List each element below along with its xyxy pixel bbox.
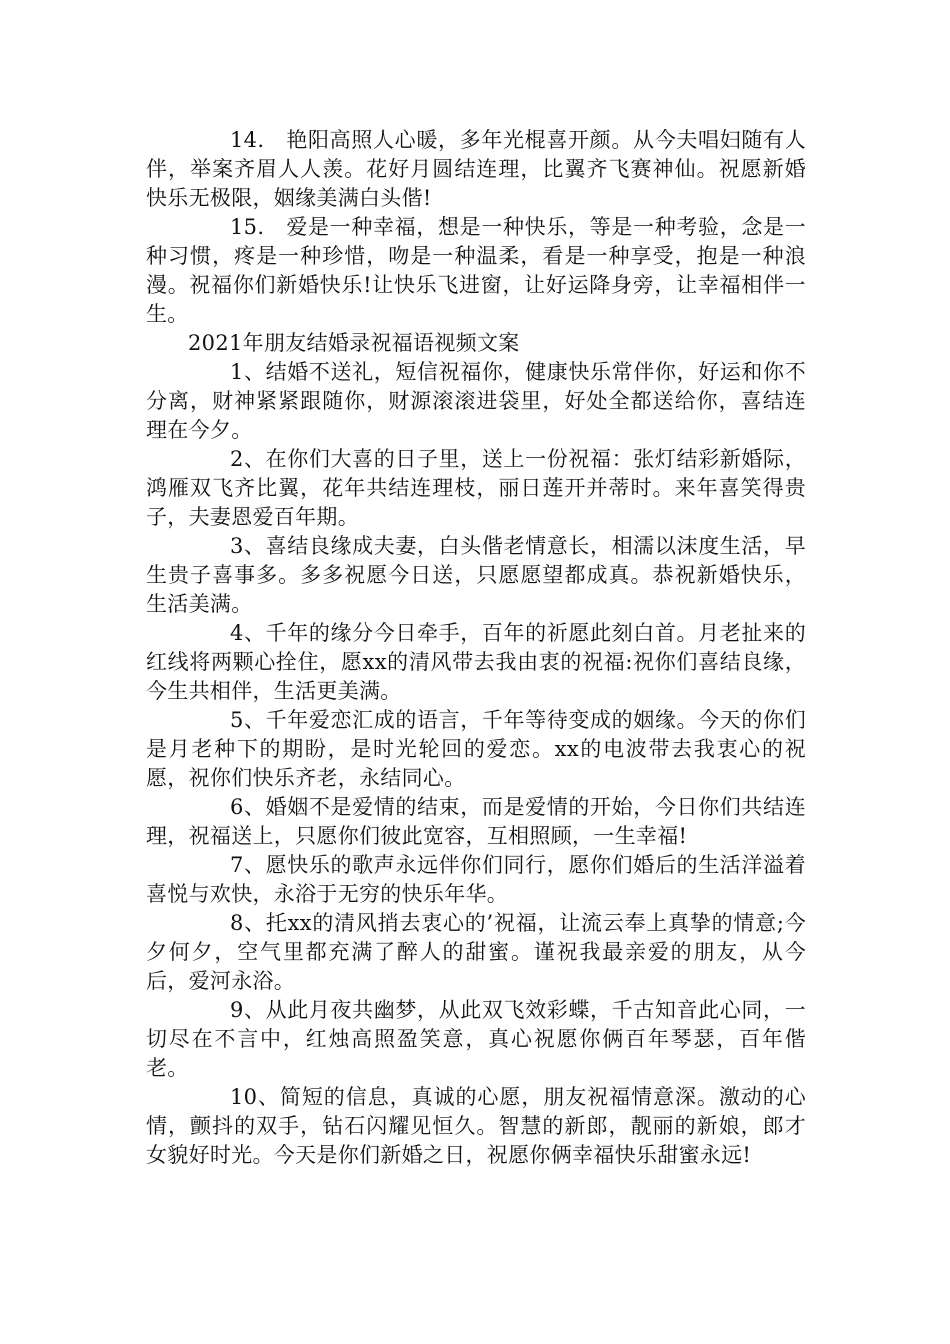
paragraph-14: 14. 艳阳高照人心暖，多年光棍喜开颜。从今夫唱妇随有人伴，举案齐眉人人羡。花好月圆结连理，比翼齐飞赛神仙。祝愿新婚快乐无极限，姻缘美满白头偕! <box>146 128 806 210</box>
paragraph-7: 7、愿快乐的歌声永远伴你们同行，愿你们婚后的生活洋溢着喜悦与欢快，永浴于无穷的快乐年华。 <box>146 853 806 906</box>
paragraph-10: 10、简短的信息，真诚的心愿，朋友祝福情意深。激动的心情，颤抖的双手，钻石闪耀见恒久。智慧的新郎，靓丽的新娘，郎才女貌好时光。今天是你们新婚之日，祝愿你俩幸福快乐甜蜜永远! <box>146 1085 806 1167</box>
paragraph-4: 4、千年的缘分今日牵手，百年的祈愿此刻白首。月老扯来的红线将两颗心拴住，愿xx的清风带去我由衷的祝福:祝你们喜结良缘，今生共相伴，生活更美满。 <box>146 621 806 703</box>
paragraph-3: 3、喜结良缘成夫妻，白头偕老情意长，相濡以沫度生活，早生贵子喜事多。多多祝愿今日送，只愿愿望都成真。恭祝新婚快乐，生活美满。 <box>146 534 806 616</box>
paragraph-8: 8、托xx的清风捎去衷心的’祝福，让流云奉上真挚的情意;今夕何夕，空气里都充满了醉人的甜蜜。谨祝我最亲爱的朋友，从今后，爱河永浴。 <box>146 911 806 993</box>
paragraph-1: 1、结婚不送礼，短信祝福你，健康快乐常伴你，好运和你不分离，财神紧紧跟随你，财源滚滚进袋里，好处全都送给你，喜结连理在今夕。 <box>146 360 806 442</box>
paragraph-9: 9、从此月夜共幽梦，从此双飞效彩蝶，千古知音此心同，一切尽在不言中，红烛高照盈笑意，真心祝愿你俩百年琴瑟，百年偕老。 <box>146 998 806 1080</box>
paragraph-5: 5、千年爱恋汇成的语言，千年等待变成的姻缘。今天的你们是月老种下的期盼，是时光轮回的爱恋。xx的电波带去我衷心的祝愿，祝你们快乐齐老，永结同心。 <box>146 708 806 790</box>
paragraph-6: 6、婚姻不是爱情的结束，而是爱情的开始，今日你们共结连理，祝福送上，只愿你们彼此宽容，互相照顾，一生幸福! <box>146 795 806 848</box>
paragraph-15: 15. 爱是一种幸福，想是一种快乐，等是一种考验，念是一种习惯，疼是一种珍惜，吻是一种温柔，看是一种享受，抱是一种浪漫。祝福你们新婚快乐!让快乐飞进窗，让好运降身旁，让幸福相伴一生。 <box>146 215 806 326</box>
section-heading: 2021年朋友结婚录祝福语视频文案 <box>188 331 520 355</box>
paragraph-2: 2、在你们大喜的日子里，送上一份祝福：张灯结彩新婚际，鸿雁双飞齐比翼，花年共结连理枝，丽日莲开并蒂时。来年喜笑得贵子，夫妻恩爱百年期。 <box>146 447 806 529</box>
document-body <box>146 126 806 1170</box>
